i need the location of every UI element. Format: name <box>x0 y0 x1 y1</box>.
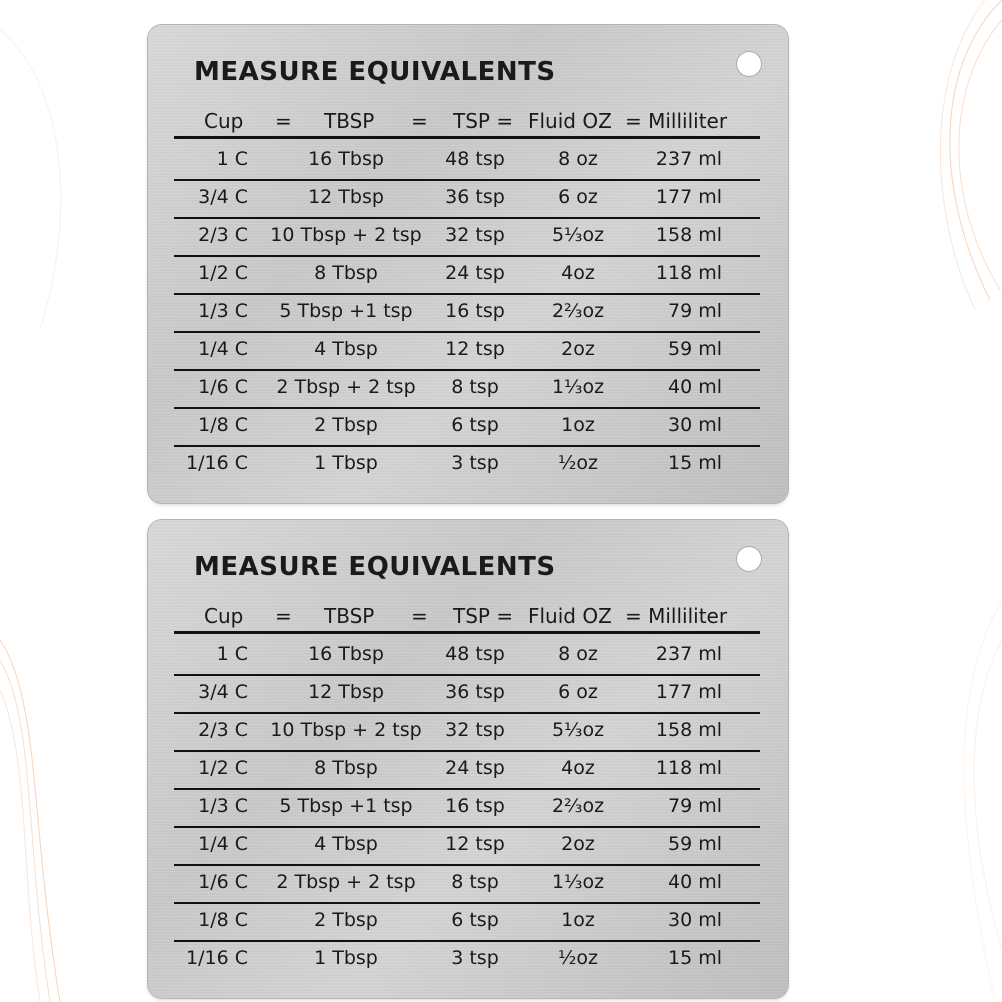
cup-cell: 1/2 C <box>198 262 248 284</box>
tsp-cell: 12 tsp <box>445 833 505 855</box>
tsp-cell: 6 tsp <box>451 414 499 436</box>
row-divider <box>174 369 760 371</box>
tbsp-cell: 16 Tbsp <box>308 643 384 665</box>
row-divider <box>174 179 760 181</box>
milliliter-cell: 237 ml <box>655 148 722 170</box>
header-equals: = <box>275 109 292 133</box>
tsp-cell: 3 tsp <box>451 947 499 969</box>
hanging-hole <box>736 546 762 572</box>
fluid-oz-cell: 2⅔oz <box>551 795 605 817</box>
tsp-cell: 36 tsp <box>445 186 505 208</box>
header-milliliter: = Milliliter <box>625 109 728 133</box>
header-milliliter: = Milliliter <box>625 604 728 628</box>
milliliter-cell: 158 ml <box>655 224 722 246</box>
row-divider <box>174 826 760 828</box>
milliliter-cell: 177 ml <box>655 681 722 703</box>
fluid-oz-cell: 1oz <box>561 414 595 436</box>
fluid-oz-cell: 6 oz <box>558 681 598 703</box>
milliliter-cell: 158 ml <box>655 719 722 741</box>
fluid-oz-cell: 4oz <box>561 262 595 284</box>
header-equals: = <box>411 604 428 628</box>
fluid-oz-cell: 5⅓oz <box>551 719 605 741</box>
row-divider <box>174 407 760 409</box>
row-divider <box>174 712 760 714</box>
row-divider <box>174 864 760 866</box>
fluid-oz-cell: 8 oz <box>558 148 598 170</box>
tbsp-cell: 16 Tbsp <box>308 148 384 170</box>
row-divider <box>174 255 760 257</box>
tbsp-cell: 2 Tbsp <box>314 909 378 931</box>
tbsp-cell: 1 Tbsp <box>314 452 378 474</box>
tsp-cell: 6 tsp <box>451 909 499 931</box>
header-rule <box>174 136 760 139</box>
tsp-cell: 8 tsp <box>451 376 499 398</box>
row-divider <box>174 217 760 219</box>
milliliter-cell: 59 ml <box>667 833 722 855</box>
milliliter-cell: 237 ml <box>655 643 722 665</box>
milliliter-cell: 15 ml <box>667 452 722 474</box>
tsp-cell: 8 tsp <box>451 871 499 893</box>
header-fluid-oz: Fluid OZ <box>528 604 612 628</box>
milliliter-cell: 118 ml <box>655 262 722 284</box>
milliliter-cell: 118 ml <box>655 757 722 779</box>
cup-cell: 1/2 C <box>198 757 248 779</box>
header-equals: = <box>275 604 292 628</box>
tbsp-cell: 10 Tbsp + 2 tsp <box>270 719 422 741</box>
tbsp-cell: 2 Tbsp + 2 tsp <box>276 376 416 398</box>
cup-cell: 1/6 C <box>198 376 248 398</box>
fluid-oz-cell: ½oz <box>557 452 599 474</box>
cup-cell: 3/4 C <box>198 186 248 208</box>
tsp-cell: 12 tsp <box>445 338 505 360</box>
fluid-oz-cell: 1oz <box>561 909 595 931</box>
tbsp-cell: 10 Tbsp + 2 tsp <box>270 224 422 246</box>
tsp-cell: 48 tsp <box>445 148 505 170</box>
tbsp-cell: 4 Tbsp <box>314 338 378 360</box>
cup-cell: 1 C <box>216 148 248 170</box>
row-divider <box>174 674 760 676</box>
header-tbsp: TBSP <box>324 109 375 133</box>
card-title: MEASURE EQUIVALENTS <box>194 552 556 582</box>
cup-cell: 1/16 C <box>186 452 248 474</box>
row-divider <box>174 331 760 333</box>
header-tbsp: TBSP <box>324 604 375 628</box>
tsp-cell: 24 tsp <box>445 262 505 284</box>
tsp-cell: 36 tsp <box>445 681 505 703</box>
cup-cell: 1/8 C <box>198 414 248 436</box>
tbsp-cell: 8 Tbsp <box>314 757 378 779</box>
cup-cell: 1/4 C <box>198 338 248 360</box>
row-divider <box>174 940 760 942</box>
tbsp-cell: 12 Tbsp <box>308 681 384 703</box>
tbsp-cell: 5 Tbsp +1 tsp <box>279 795 413 817</box>
cup-cell: 1/3 C <box>198 795 248 817</box>
header-fluid-oz: Fluid OZ <box>528 109 612 133</box>
tsp-cell: 24 tsp <box>445 757 505 779</box>
cup-cell: 1 C <box>216 643 248 665</box>
row-divider <box>174 445 760 447</box>
header-cup: Cup <box>204 604 244 628</box>
tbsp-cell: 1 Tbsp <box>314 947 378 969</box>
milliliter-cell: 79 ml <box>667 795 722 817</box>
cup-cell: 1/3 C <box>198 300 248 322</box>
tsp-cell: 3 tsp <box>451 452 499 474</box>
fluid-oz-cell: 4oz <box>561 757 595 779</box>
tbsp-cell: 2 Tbsp <box>314 414 378 436</box>
cup-cell: 2/3 C <box>198 224 248 246</box>
tsp-cell: 16 tsp <box>445 300 505 322</box>
milliliter-cell: 15 ml <box>667 947 722 969</box>
header-tsp: TSP = <box>453 604 514 628</box>
cup-cell: 1/16 C <box>186 947 248 969</box>
milliliter-cell: 79 ml <box>667 300 722 322</box>
tsp-cell: 32 tsp <box>445 224 505 246</box>
row-divider <box>174 750 760 752</box>
fluid-oz-cell: 2oz <box>561 833 595 855</box>
row-divider <box>174 788 760 790</box>
fluid-oz-cell: ½oz <box>557 947 599 969</box>
tbsp-cell: 8 Tbsp <box>314 262 378 284</box>
row-divider <box>174 902 760 904</box>
cup-cell: 3/4 C <box>198 681 248 703</box>
milliliter-cell: 59 ml <box>667 338 722 360</box>
fluid-oz-cell: 5⅓oz <box>551 224 605 246</box>
tbsp-cell: 12 Tbsp <box>308 186 384 208</box>
header-rule <box>174 631 760 634</box>
tsp-cell: 32 tsp <box>445 719 505 741</box>
row-divider <box>174 293 760 295</box>
tsp-cell: 16 tsp <box>445 795 505 817</box>
cup-cell: 2/3 C <box>198 719 248 741</box>
fluid-oz-cell: 6 oz <box>558 186 598 208</box>
tbsp-cell: 2 Tbsp + 2 tsp <box>276 871 416 893</box>
fluid-oz-cell: 2⅔oz <box>551 300 605 322</box>
milliliter-cell: 40 ml <box>667 871 722 893</box>
milliliter-cell: 30 ml <box>667 909 722 931</box>
measure-card-top <box>148 25 788 503</box>
milliliter-cell: 30 ml <box>667 414 722 436</box>
header-cup: Cup <box>204 109 244 133</box>
milliliter-cell: 40 ml <box>667 376 722 398</box>
cup-cell: 1/8 C <box>198 909 248 931</box>
fluid-oz-cell: 8 oz <box>558 643 598 665</box>
milliliter-cell: 177 ml <box>655 186 722 208</box>
header-equals: = <box>411 109 428 133</box>
tsp-cell: 48 tsp <box>445 643 505 665</box>
tbsp-cell: 4 Tbsp <box>314 833 378 855</box>
measure-card-bottom <box>148 520 788 998</box>
cup-cell: 1/4 C <box>198 833 248 855</box>
cup-cell: 1/6 C <box>198 871 248 893</box>
card-title: MEASURE EQUIVALENTS <box>194 57 556 87</box>
tbsp-cell: 5 Tbsp +1 tsp <box>279 300 413 322</box>
header-tsp: TSP = <box>453 109 514 133</box>
fluid-oz-cell: 1⅓oz <box>551 376 605 398</box>
fluid-oz-cell: 1⅓oz <box>551 871 605 893</box>
hanging-hole <box>736 51 762 77</box>
fluid-oz-cell: 2oz <box>561 338 595 360</box>
